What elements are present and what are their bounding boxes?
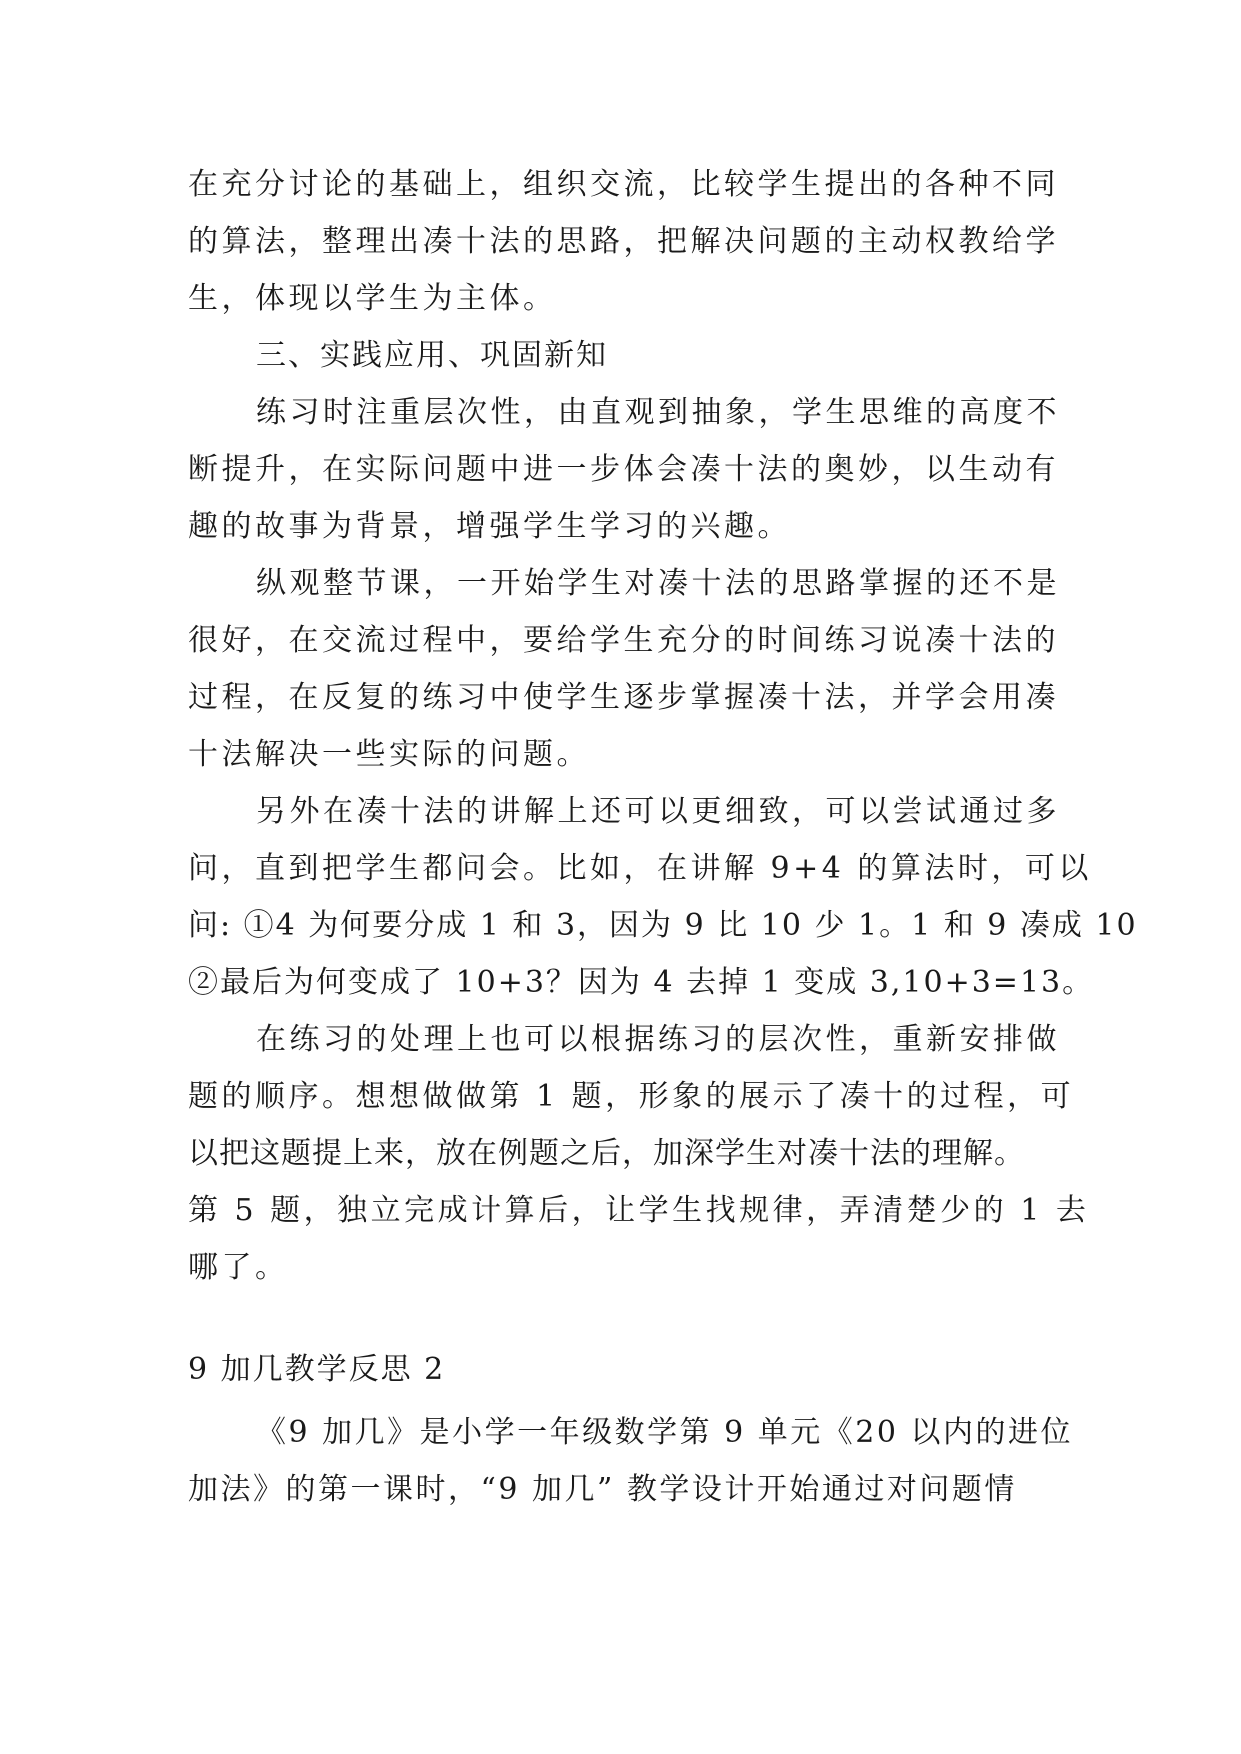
text-line: 十法解决一些实际的问题。: [188, 737, 590, 772]
text-line: 《9 加几》是小学一年级数学第 9 单元《20 以内的进位: [256, 1415, 1073, 1450]
text-line: 纵观整节课，一开始学生对凑十法的思路掌握的还不是: [256, 566, 1060, 601]
text-line: 问，直到把学生都问会。比如，在讲解 9+4 的算法时，可以: [188, 851, 1092, 886]
text-line: 的算法，整理出凑十法的思路，把解决问题的主动权教给学: [188, 224, 1059, 259]
text-line: 很好，在交流过程中，要给学生充分的时间练习说凑十法的: [188, 623, 1059, 658]
text-line: 趣的故事为背景，增强学生学习的兴趣。: [188, 509, 791, 544]
text-line: 哪了。: [188, 1250, 289, 1285]
text-line: 另外在凑十法的讲解上还可以更细致，可以尝试通过多: [256, 794, 1060, 829]
text-line: 第 5 题，独立完成计算后，让学生找规律，弄清楚少的 1 去: [188, 1193, 1090, 1228]
text-line: 在充分讨论的基础上，组织交流，比较学生提出的各种不同: [188, 167, 1059, 202]
text-line: 生，体现以学生为主体。: [188, 281, 557, 316]
text-line: 以把这题提上来，放在例题之后，加深学生对凑十法的理解。: [188, 1136, 1025, 1171]
section-title: 9 加几教学反思 2: [188, 1352, 446, 1387]
text-line: 题的顺序。想想做做第 1 题，形象的展示了凑十的过程，可: [188, 1079, 1075, 1114]
text-line: 在练习的处理上也可以根据练习的层次性，重新安排做: [256, 1022, 1060, 1057]
text-line: 练习时注重层次性，由直观到抽象，学生思维的高度不: [256, 395, 1060, 430]
text-line: ②最后为何变成了 10+3？因为 4 去掉 1 变成 3,10+3=13。: [188, 965, 1095, 1000]
text-line: 加法》的第一课时，“9 加几” 教学设计开始通过对问题情: [188, 1472, 1017, 1507]
section-subheading: 三、实践应用、巩固新知: [256, 338, 608, 373]
text-line: 过程，在反复的练习中使学生逐步掌握凑十法，并学会用凑: [188, 680, 1059, 715]
text-line: 断提升，在实际问题中进一步体会凑十法的奥妙，以生动有: [188, 452, 1059, 487]
text-line: 问: ①4 为何要分成 1 和 3，因为 9 比 10 少 1。1 和 9 凑成 10: [188, 908, 1138, 943]
